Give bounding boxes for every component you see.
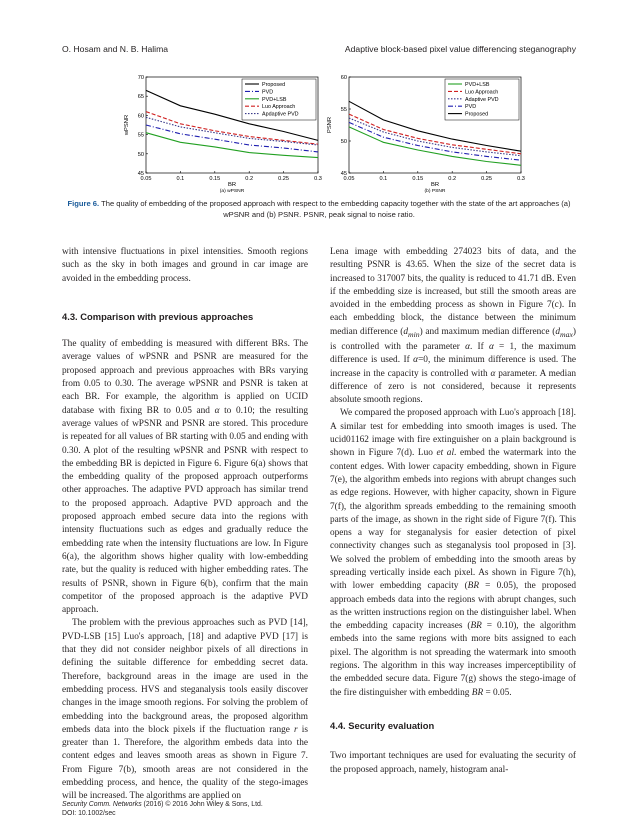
chart-b-x-axis-label: BR xyxy=(430,182,440,188)
paragraph: Two important techniques are used for evaluating the security of the proposed approach, namely, histogram anal- xyxy=(330,751,576,775)
math-subscript: min xyxy=(408,329,420,339)
chart-b-x-tick-label: 0.05 xyxy=(343,176,355,182)
chart-b-sublabel: (b) PSNR xyxy=(424,189,446,194)
math-symbol: BR xyxy=(470,621,482,632)
text-run: =0, the minimum difference is used. The increase in the capacity is controlled with xyxy=(330,355,576,379)
chart-b-legend-label: Proposed xyxy=(465,111,489,118)
chart-b-y-tick-label: 45 xyxy=(340,171,347,177)
paragraph xyxy=(330,246,576,407)
chart-a-series-line xyxy=(146,117,318,145)
chart-b-x-tick-label: 0.2 xyxy=(448,176,457,182)
text-run: We compared the proposed approach with Luo's approach [18]. A similar test for embedding into smooth images is used. The ucid01162 image with fire extinguisher on a plain background is shown in Figure 7(d). Luo xyxy=(330,408,576,459)
footer-journal: Security Comm. Networks xyxy=(62,801,142,808)
figure-caption-label: Figure 6. xyxy=(67,199,100,208)
text-run: Lena image with embedding 274023 bits of data, and the resulting PSNR is 43.65. When the size of the secret data is increased to 317007 bits, the quality is reduced to 41.71 dB. Even if the embedding size is increased, but still the smooth areas are avoided in the embedding process as shown in Figure 7(c). In each embedding block, the distance between the minimum median difference ( xyxy=(330,247,576,337)
text-run: = 0.05. xyxy=(483,687,512,698)
page-footer xyxy=(62,800,263,818)
math-symbol: α xyxy=(214,405,220,416)
chart-a-y-tick-label: 45 xyxy=(137,171,144,177)
chart-a-y-tick-label: 70 xyxy=(137,75,144,81)
chart-b-series-line xyxy=(349,127,521,165)
chart-a-x-tick-label: 0.05 xyxy=(140,176,152,182)
math-symbol: α xyxy=(465,341,470,352)
chart-b-x-tick-label: 0.25 xyxy=(481,176,493,182)
chart-a-x-tick-label: 0.2 xyxy=(245,176,254,182)
math-symbol: α xyxy=(488,341,494,352)
chart-b-x-tick-label: 0.1 xyxy=(379,176,388,182)
text-run: . embed the watermark into the content edges. With lower capacity embedding, shown in Figure 7(e), the algorithm embeds into regions with abrupt changes such as edge regions. However, with higher capacity, shown in Figure 7(f), the algorithm spreads embedding to the remaining smooth parts of the image, as shown in the right side of Figure 7(f). This opens a way for steganalysis for easier detection of pixel connectivity changes such as steganalysis tool proposed in [3]. We solved the problem of embedding into the smooth areas by spreading vertically inside each pixel. As shown in Figure 7(h), with lower embedding capacity ( xyxy=(330,448,576,592)
chart-a-legend-label: Luo Approach xyxy=(262,104,296,111)
math-symbol: α xyxy=(413,355,419,366)
math-symbol: r xyxy=(294,724,298,735)
chart-a-x-tick-label: 0.25 xyxy=(278,176,290,182)
math-symbol: BR xyxy=(467,581,480,592)
chart-b-legend-label: PVD+LSB xyxy=(465,82,490,88)
text-run: parameter. A median difference of zero is not considered, because it represents absolute smooth regions. xyxy=(330,368,576,406)
text-run: is greater than 1. Therefore, the algorithm embeds data into the content edges and leaves smooth areas as shown in Figure 7. From Figure 7(b), smooth areas are not considered in the embedding process, and hence, the quality of the stego-images will be increased. The algorithms are applied on xyxy=(62,724,309,802)
section-heading-4-4: 4.4. Security evaluation xyxy=(330,719,435,731)
running-header-title: Adaptive block-based pixel value differencing steganography xyxy=(344,44,576,54)
footer-copyright: (2016) © 2016 John Wiley & Sons, Ltd. xyxy=(141,801,263,808)
text-run: = 1, the maximum difference is used. If xyxy=(330,341,577,366)
chart-psnr xyxy=(323,68,528,198)
chart-a-legend-label: Apdaptive PVD xyxy=(262,111,299,118)
text-run: = 0.05), the proposed approach embeds data into the regions with abrupt changes, such as the written instructions region on the distinguisher label. When the embedding capacity increases ( xyxy=(330,581,576,632)
chart-a-y-tick-label: 60 xyxy=(137,113,144,120)
math-symbol: BR xyxy=(471,687,484,698)
paragraph: with intensive fluctuations in pixel intensities. Smooth regions such as the sky in both images and ground in car image are avoided in the embedding process. xyxy=(62,247,308,284)
paragraph xyxy=(330,407,576,700)
chart-a-y-tick-label: 65 xyxy=(137,94,144,101)
footer-journal-line xyxy=(62,800,263,809)
math-symbol: α xyxy=(490,368,496,379)
text-run: ) and maximum median difference ( xyxy=(419,326,556,337)
chart-b-y-tick-label: 50 xyxy=(340,139,347,145)
chart-a-series-line xyxy=(146,133,318,158)
chart-wpsnr xyxy=(120,68,325,198)
chart-b-y-axis-label: PSNR xyxy=(327,116,333,134)
figure-caption xyxy=(62,198,576,220)
text-run: et al xyxy=(436,448,455,459)
chart-b-x-tick-label: 0.15 xyxy=(412,176,424,182)
running-header-authors: O. Hosam and N. B. Halima xyxy=(62,44,169,54)
chart-b-x-tick-label: 0.3 xyxy=(517,176,525,182)
text-run: = 0.10), the algorithm embeds into the same regions with more bits assigned to each pixel. The algorithm is not spreading the watermark into smooth regions. The algorithm in this way increases imperceptibility of the embedded secure data. Figure 7(g) shows the stego-image of the fire distinguisher with embedding xyxy=(330,621,576,698)
text-run: . If xyxy=(469,341,489,352)
math-symbol: d xyxy=(403,326,409,337)
text-run: The problem with the previous approaches such as PVD [14], PVD-LSB [15] Luo's approach, [18] and adaptive PVD [17] is that they did not consider neighbor pixels of all directions in defining the suitable difference for embedding secret data. Therefore, background areas in the image are used in the embedding process. HVS and steganalysis tools easily discover changes in the image smooth regions. For solving the problem of embedding into the background areas, the proposed algorithm embeds data into the block pixels if the fluctuation range xyxy=(62,618,308,735)
text-run: ) is controlled with the parameter xyxy=(330,326,576,352)
chart-a-y-tick-label: 50 xyxy=(137,151,144,158)
paragraph xyxy=(62,338,308,617)
chart-a-x-tick-label: 0.1 xyxy=(176,176,185,182)
math-symbol: d xyxy=(555,326,560,337)
chart-b-y-tick-label: 55 xyxy=(340,107,347,113)
chart-a-legend-label: PVD+LSB xyxy=(262,96,287,103)
footer-doi: DOI: 10.1002/sec xyxy=(62,810,116,818)
chart-b-legend-label: Luo Approach xyxy=(465,89,499,96)
figure-caption-text: The quality of embedding of the proposed approach with respect to the embedding capacity together with the state of the art approaches (a) wPSNR and (b) PSNR. PSNR, peak signal to noise ratio. xyxy=(101,199,571,220)
chart-a-sublabel: (a) wPSNR xyxy=(219,189,245,194)
chart-b-legend-label: PVD xyxy=(465,104,477,111)
chart-a-x-axis-label: BR xyxy=(227,182,237,188)
left-column xyxy=(62,246,308,804)
chart-a-legend-label: PVD xyxy=(262,89,274,96)
section-heading-4-3: 4.3. Comparison with previous approaches xyxy=(62,310,254,322)
paragraph xyxy=(62,617,308,803)
chart-b-legend-label: Adaptive PVD xyxy=(465,96,499,103)
text-run: to 0.10; the resulting average values of wPSNR and PSNR are stored. This procedure is repeated for all values of BR starting with 0.05 and ending with 0.30. A plot of the resulting wPSNR and PSNR with respect to the embedding BR is depicted in Figure 6. Figure 6(a) shows that the embedding quality of the proposed approach outperforms other approaches. The adaptive PVD approach has similar trend to the proposed approach. Adaptive PVD approach and the proposed approach embed secure data into the regions with intensity fluctuations such as edges and gradually reduce the embedding rate when the intensity fluctuations are low. In Figure 6(a), the algorithm shows higher quality with low-embedding rate, but the quality is reduced with higher embedding rates. The results of PSNR, shown in Figure 6(b), confirm that the main competitor of the proposed approach is the adaptive PVD approach. xyxy=(62,405,308,616)
chart-a-series-line xyxy=(146,125,318,152)
math-subscript: max xyxy=(559,329,573,339)
right-column xyxy=(330,246,576,777)
chart-a-y-tick-label: 55 xyxy=(137,132,144,139)
chart-a-x-tick-label: 0.15 xyxy=(209,176,221,182)
chart-a-legend-label: Proposed xyxy=(262,82,286,88)
chart-a-x-tick-label: 0.3 xyxy=(314,176,322,182)
chart-b-y-tick-label: 60 xyxy=(340,75,347,81)
text-run: The quality of embedding is measured with different BRs. The average values of wPSNR and PSNR are measured for the proposed approach and previous approaches with BRs varying from 0.05 to 0.30. The average wPSNR and PSNR is taken at each BR. For example, the algorithm is applied on UCID database with fixing BR to 0.05 and xyxy=(62,339,308,416)
chart-a-y-axis-label: wPSNR xyxy=(124,114,130,136)
